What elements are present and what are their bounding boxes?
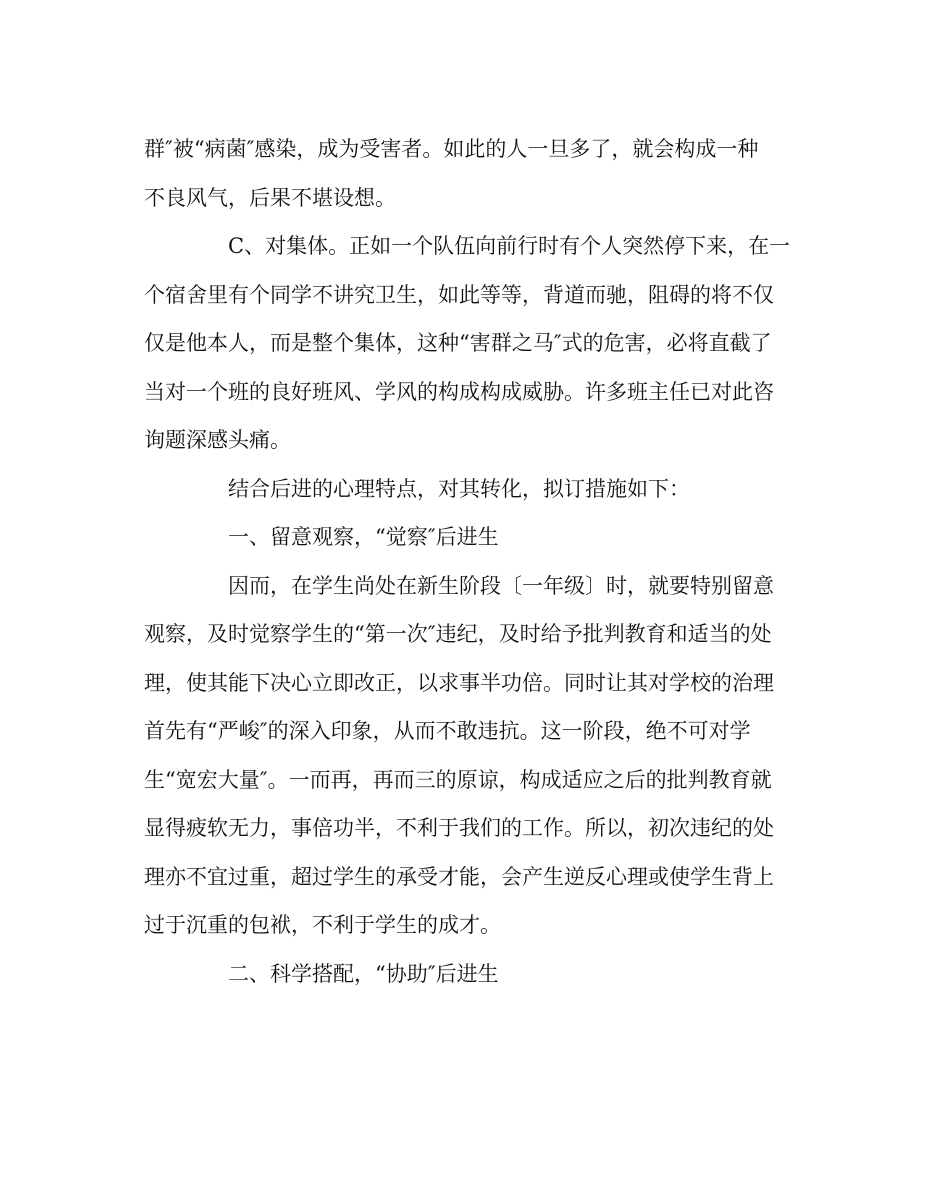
text-line: 二、科学搭配，“协助″后进生 — [228, 961, 499, 986]
text-line: 观察，及时觉察学生的“第一次″违纪，及时给予批判教育和适当的处 — [144, 622, 772, 646]
section-heading-1 — [144, 513, 806, 562]
text-line: 仅是他本人，而是整个集体，这种“害群之马″式的危害，必将直截了 — [144, 331, 772, 355]
text-line: 询题深感头痛。 — [144, 428, 291, 452]
document-body — [144, 125, 806, 998]
text-line: 理亦不宜过重，超过学生的承受才能，会产生逆反心理或使学生背上 — [144, 864, 774, 889]
section-heading-2 — [144, 950, 806, 999]
text-line: 个宿舍里有个同学不讲究卫生，如此等等，背道而驰，阻碍的将不仅 — [144, 282, 774, 307]
paragraph-3 — [144, 465, 806, 514]
paragraph-4 — [144, 562, 806, 950]
text-line: C、对集体。正如一个队伍向前行时有个人突然停下来，在一 — [228, 234, 791, 258]
text-line: 结合后进的心理特点，对其转化，拟订措施如下： — [228, 476, 690, 501]
text-line: 过于沉重的包袱，不利于学生的成才。 — [144, 913, 501, 937]
text-line: 生“宽宏大量″。一而再，再而三的原谅，构成适应之后的批判教育就 — [144, 767, 772, 792]
text-line: 理，使其能下决心立即改正，以求事半功倍。同时让其对学校的治理 — [144, 670, 774, 695]
text-line: 不良风气，后果不堪设想。 — [144, 185, 396, 210]
paragraph-2 — [144, 222, 806, 465]
paragraph-1 — [144, 125, 806, 222]
text-line: 首先有“严峻″的深入印象，从而不敢违抗。这一阶段，绝不可对学 — [144, 719, 751, 743]
text-line: 当对一个班的良好班风、学风的构成构成威胁。许多班主任已对此咨 — [144, 379, 774, 404]
text-line: 因而，在学生尚处在新生阶段〔一年级〕时，就要特别留意 — [228, 573, 774, 598]
text-line: 显得疲软无力，事倍功半，不利于我们的工作。所以，初次违纪的处 — [144, 816, 774, 840]
text-line: 群″被“病菌″感染，成为受害者。如此的人一旦多了，就会构成一种 — [144, 137, 759, 161]
text-line: 一、留意观察，“觉察″后进生 — [228, 525, 499, 549]
